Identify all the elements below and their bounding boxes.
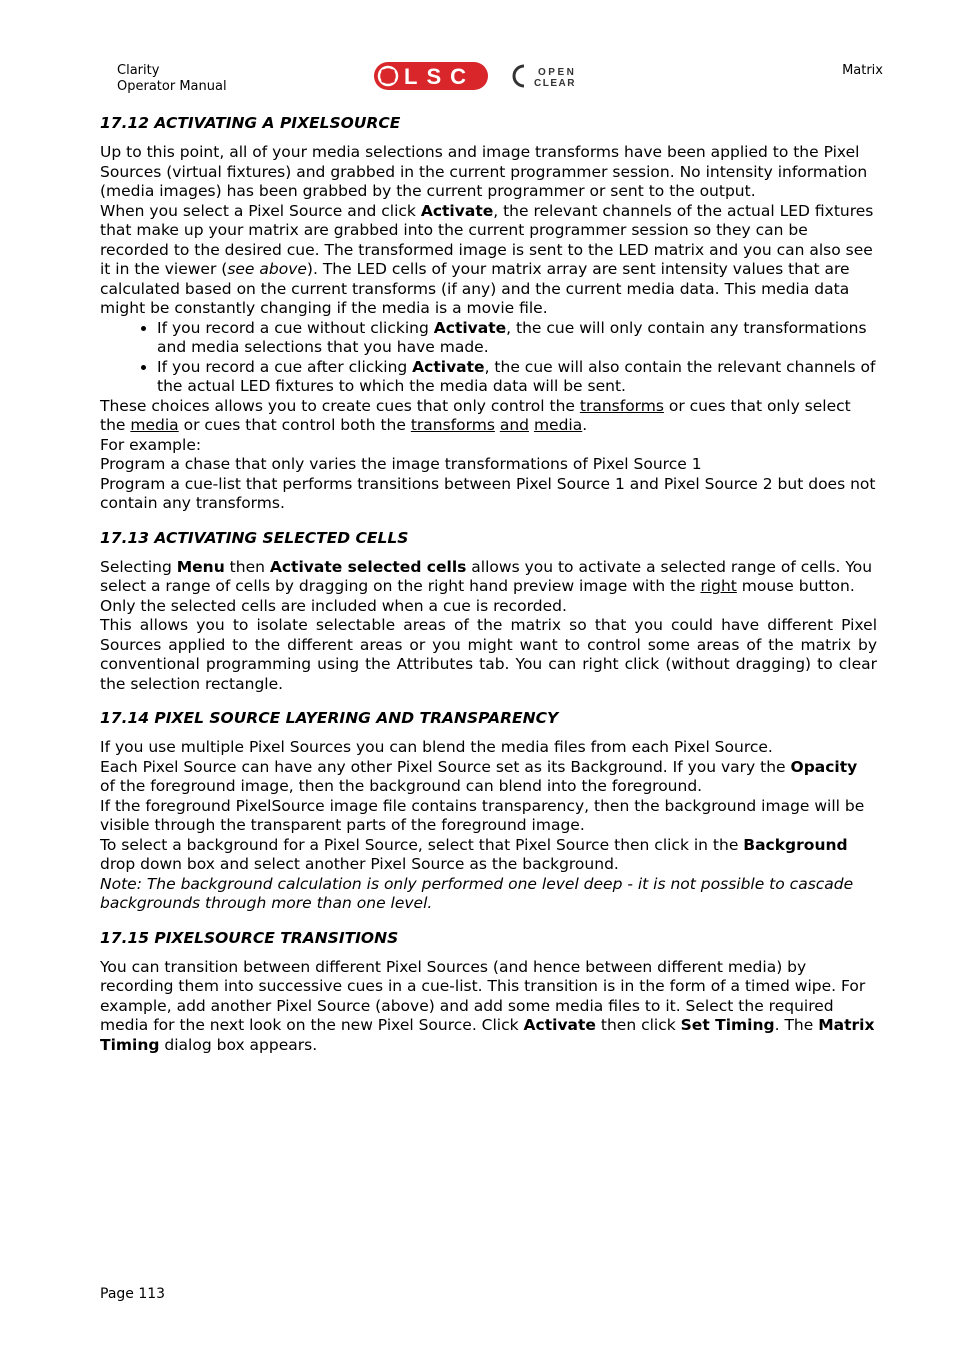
note-text: Note: The background calculation is only performed one level deep - it is not possible to cascade backgrounds through more than one level. <box>100 874 854 912</box>
s4-paragraph-1 <box>100 958 877 1056</box>
text: of the foreground image, then the background can blend into the foreground. <box>100 777 703 795</box>
text: drop down box and select another Pixel Source as the background. <box>100 855 619 873</box>
and-term: and <box>499 416 529 434</box>
s2-paragraph-2: Only the selected cells are included when a cue is recorded. <box>100 596 567 615</box>
s1-bullets <box>100 319 877 397</box>
s1-paragraph-5: Program a chase that only varies the image transformations of Pixel Source 1 <box>100 455 702 473</box>
s3-paragraph-3: If the foreground PixelSource image file contains transparency, then the background image will be visible through the transparent parts of the foreground image. <box>100 796 865 834</box>
text: . <box>582 416 588 434</box>
header-left <box>117 63 227 95</box>
text: . The <box>774 1016 819 1034</box>
set-timing-term: Set Timing <box>680 1016 775 1034</box>
s1-paragraph-6: Program a cue-list that performs transitions between Pixel Source 1 and Pixel Source 2 but does not contain any transforms. <box>100 474 876 512</box>
s1-paragraph-2 <box>100 202 877 319</box>
heading-17-13: 17.13 ACTIVATING SELECTED CELLS <box>100 528 409 547</box>
text: To select a background for a Pixel Source, select that Pixel Source then click in the <box>100 835 744 854</box>
manual-name: Operator Manual <box>117 79 227 94</box>
text: Each Pixel Source can have any other Pixel Source set as its Background. If you vary the <box>100 757 791 776</box>
text: When you select a Pixel Source and click <box>100 201 421 220</box>
heading-17-15: 17.15 PIXELSOURCE TRANSITIONS <box>100 928 399 947</box>
text: , the cue will only contain any transformations and media selections that you have made. <box>157 318 867 356</box>
text: Selecting <box>100 557 177 576</box>
text: then click <box>595 1016 681 1034</box>
s1-paragraph-1: Up to this point, all of your media selections and image transforms have been applied to the Pixel Sources (virtual fixtures) and grabbed in the current programmer session. No intensity information (media images) has been grabbed by the current programmer or sent to the output. <box>100 143 868 200</box>
activate-term: Activate <box>420 201 494 220</box>
text: ). The LED cells of your matrix array are sent intensity values that are calculated based on the current transforms (if any) and the current media data. This media data might be constantly changing if the media is a movie file. <box>100 260 850 317</box>
opacity-term: Opacity <box>790 757 858 776</box>
activate-selected-cells-term: Activate selected cells <box>269 557 467 576</box>
text: If you record a cue without clicking <box>157 318 434 337</box>
text: or cues that control both the <box>178 416 411 434</box>
s3-paragraph-2 <box>100 758 877 797</box>
text: mouse button. <box>736 577 855 595</box>
text: , the relevant channels of the actual LED fixtures that make up your matrix are grabbed into the current programmer session so they can be recorded to the desired cue. The transformed image is sent to the LED matrix and you can also see it in the viewer ( <box>100 201 874 278</box>
background-term: Background <box>743 835 848 854</box>
s2-paragraph-3: This allows you to isolate selectable areas of the matrix so that you could have different Pixel Sources applied to the different areas or you might want to control some areas of the matrix by conventional programming using the Attributes tab. You can right click (without dragging) to clear the selection rectangle. <box>100 616 877 693</box>
transforms-term: transforms <box>579 396 664 415</box>
page-number: Page 113 <box>100 1286 166 1302</box>
s1-paragraph-3 <box>100 397 877 436</box>
open-logo-text: OPEN <box>538 67 577 78</box>
s3-paragraph-4 <box>100 836 877 875</box>
activate-term: Activate <box>412 357 485 376</box>
menu-term: Menu <box>176 557 225 576</box>
see-above: see above <box>227 260 307 278</box>
text: You can transition between different Pixel Sources (and hence between different media) by recording them into successive cues in a cue-list. This transition is in the form of a timed wipe. For example, add another Pixel Source (above) and add some media files to it. Select the required media for the next look on the new Pixel Source. Click <box>100 957 866 1034</box>
product-name: Clarity <box>117 63 160 78</box>
page-body <box>100 113 877 1055</box>
text: dialog box appears. <box>159 1035 318 1054</box>
section-name: Matrix <box>842 63 883 78</box>
heading-17-14: 17.14 PIXEL SOURCE LAYERING AND TRANSPARENCY <box>100 709 559 727</box>
lsc-logo <box>374 61 609 91</box>
bullet-1 <box>157 319 877 358</box>
matrix-timing-term: Matrix Timing <box>100 1016 875 1054</box>
right-term: right <box>700 577 737 595</box>
s3-note <box>100 875 877 914</box>
s1-paragraph-4: For example: <box>100 435 202 454</box>
bullet-2 <box>157 358 877 397</box>
text: If you record a cue after clicking <box>157 357 413 376</box>
lsc-logo-text: LSC <box>404 64 475 89</box>
text: or cues that only select the <box>100 396 851 434</box>
s3-paragraph-1: If you use multiple Pixel Sources you can blend the media files from each Pixel Source. <box>100 738 773 756</box>
media-term: media <box>130 416 179 434</box>
heading-17-12: 17.12 ACTIVATING A PIXELSOURCE <box>100 114 401 132</box>
activate-term: Activate <box>433 318 507 337</box>
activate-term: Activate <box>523 1016 596 1034</box>
transforms-term: transforms <box>410 416 495 434</box>
s2-paragraph-1 <box>100 558 877 597</box>
text: These choices allows you to create cues that only control the <box>100 396 580 415</box>
text: allows you to activate a selected range of cells. You select a range of cells by dragging on the right hand preview image with the <box>100 557 873 595</box>
text: , the cue will also contain the relevant channels of the actual LED fixtures to which the media data will be sent. <box>157 357 876 395</box>
header-logos <box>374 61 609 91</box>
text: then <box>224 557 270 576</box>
clear-logo-text: CLEAR <box>534 78 576 89</box>
media-term: media <box>533 416 583 434</box>
